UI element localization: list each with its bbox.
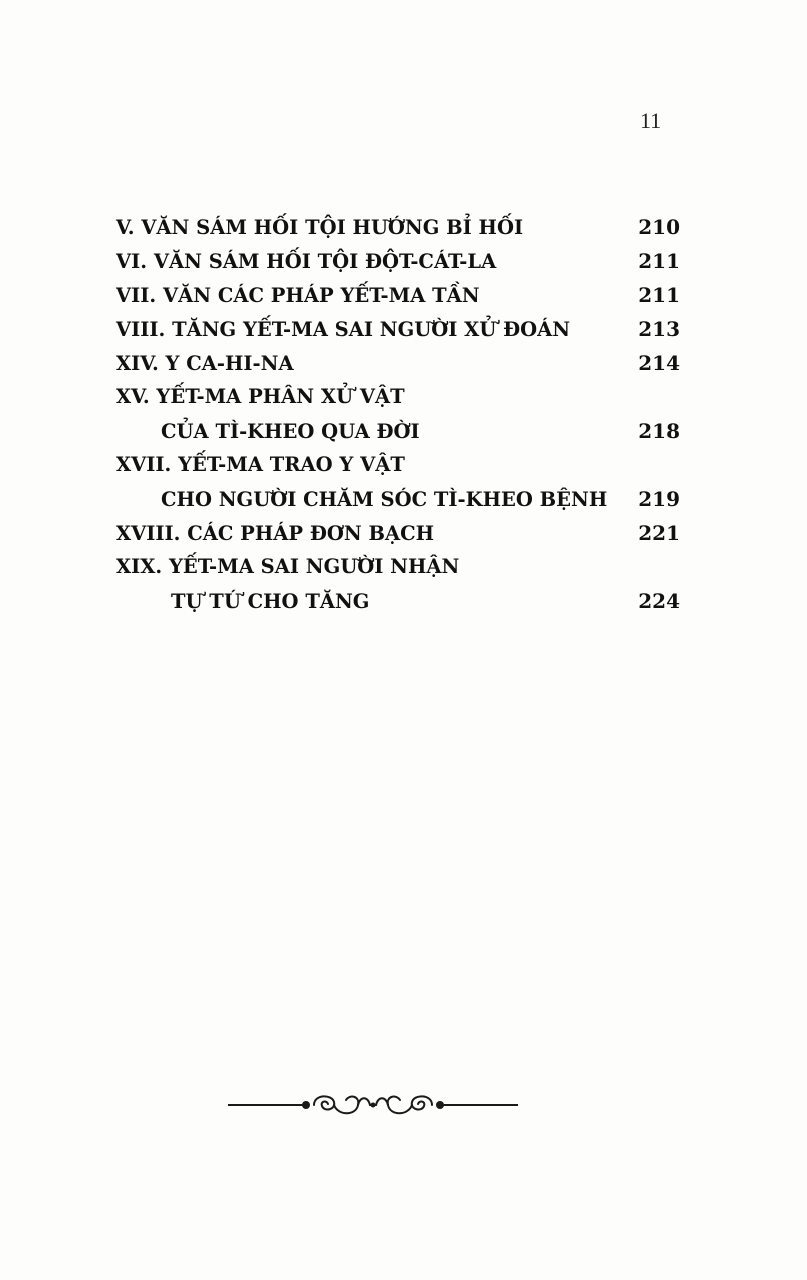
toc-entry-title: VII. VĂN CÁC PHÁP YẾT-MA TẦN (116, 284, 480, 307)
page-number: 11 (640, 108, 662, 133)
toc-entry-continuation (116, 482, 680, 516)
toc-entry-title: VIII. TĂNG YẾT-MA SAI NGƯỜI XỬ ĐOÁN (116, 318, 571, 341)
toc-entry-title: XIV. Y CA-HI-NA (116, 352, 294, 375)
toc-entry-title: V. VĂN SÁM HỐI TỘI HƯỚNG BỈ HỐI (116, 216, 524, 239)
toc-entry-title-continued: CHO NGƯỜI CHĂM SÓC TÌ-KHEO BỆNH (161, 488, 608, 511)
toc-entry-page: 211 (638, 283, 680, 307)
toc-entry-title: XIX. YẾT-MA SAI NGƯỜI NHẬN (116, 555, 460, 578)
toc-entry-continuation (116, 584, 680, 618)
toc-entry (116, 448, 680, 482)
toc-entry-title: XVII. YẾT-MA TRAO Y VẬT (116, 453, 405, 476)
toc-entry (116, 516, 680, 550)
toc-entry (116, 244, 680, 278)
toc-entry-page: 218 (638, 419, 680, 443)
toc-entry-page: 221 (638, 521, 680, 545)
toc-entry-title-continued: CỦA TÌ-KHEO QUA ĐỜI (161, 420, 420, 443)
toc-entry (116, 380, 680, 414)
table-of-contents (116, 210, 680, 618)
toc-entry-title: VI. VĂN SÁM HỐI TỘI ĐỘT-CÁT-LA (116, 250, 497, 273)
toc-entry (116, 550, 680, 584)
toc-entry-page: 210 (638, 215, 680, 239)
toc-entry-title: XVIII. CÁC PHÁP ĐƠN BẠCH (116, 522, 435, 545)
toc-entry-page: 219 (638, 487, 680, 511)
toc-entry (116, 346, 680, 380)
toc-entry (116, 312, 680, 346)
toc-entry (116, 210, 680, 244)
toc-entry-title-continued: TỰ TỨ CHO TĂNG (171, 590, 370, 613)
toc-entry-continuation (116, 414, 680, 448)
toc-entry (116, 278, 680, 312)
scroll-divider-icon (228, 1088, 518, 1122)
toc-entry-page: 214 (638, 351, 680, 375)
toc-entry-page: 213 (638, 317, 680, 341)
toc-entry-page: 211 (638, 249, 680, 273)
toc-entry-page: 224 (638, 589, 680, 613)
toc-entry-title: XV. YẾT-MA PHÂN XỬ VẬT (116, 385, 405, 408)
